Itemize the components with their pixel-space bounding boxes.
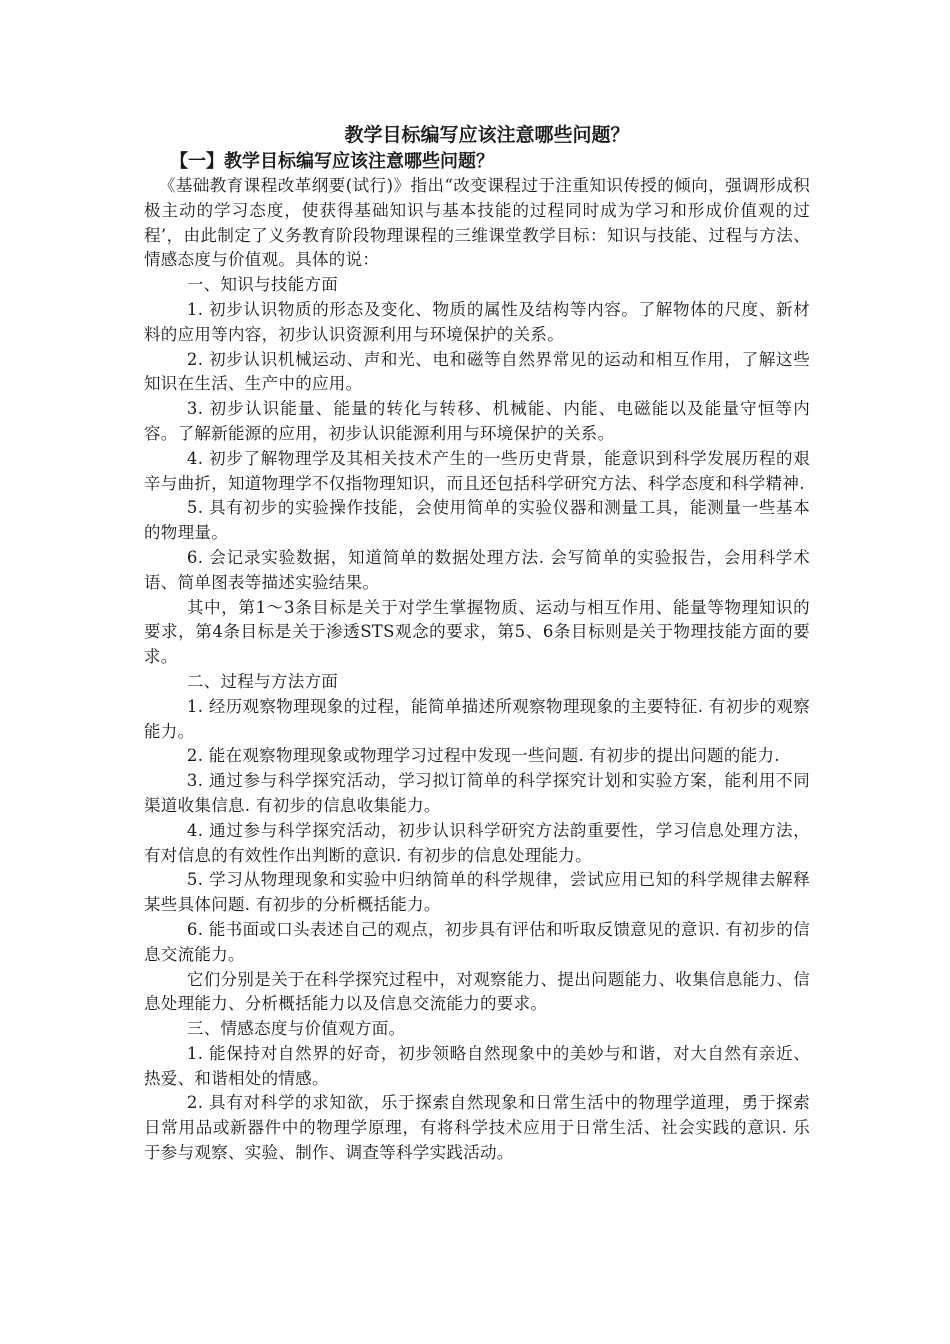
paragraph: 6. 会记录实验数据，知道简单的数据处理方法. 会写简单的实验报告，会用科学术语、简单图表等描述实验结果。	[144, 547, 810, 592]
document-title: 教学目标编写应该注意哪些问题？	[344, 124, 630, 146]
paragraph: 5. 学习从物理现象和实验中归纳简单的科学规律，尝试应用已知的科学规律去解释某些具体问题. 有初步的分析概括能力。	[144, 870, 810, 915]
paragraph: 4. 初步了解物理学及其相关技术产生的一些历史背景，能意识到科学发展历程的艰辛与曲折，知道物理学不仅指物理知识，而且还包括科学研究方法、科学态度和科学精神.	[144, 448, 810, 493]
heading-attitudes-values: 三、情感态度与价值观方面。	[186, 1019, 406, 1039]
paragraph: 5. 具有初步的实验操作技能，会使用简单的实验仪器和测量工具，能测量一些基本的物理量。	[144, 498, 810, 543]
document-body	[144, 120, 810, 1166]
section-heading: 【一】教学目标编写应该注意哪些问题？	[170, 151, 494, 172]
paragraph: 3. 初步认识能量、能量的转化与转移、机械能、内能、电磁能以及能量守恒等内容。了解新能源的应用，初步认识能源利用与环境保护的关系。	[144, 399, 810, 443]
paragraph: 它们分别是关于在科学探究过程中，对观察能力、提出问题能力、收集信息能力、信息处理能力、分析概括能力以及信息交流能力的要求。	[144, 969, 810, 1014]
paragraph: 6. 能书面或口头表述自己的观点，初步具有评估和听取反馈意见的意识. 有初步的信息交流能力。	[144, 919, 810, 964]
paragraph: 3. 通过参与科学探究活动，学习拟订简单的科学探究计划和实验方案，能利用不同渠道收集信息. 有初步的信息收集能力。	[144, 771, 810, 815]
paragraph: 2. 具有对科学的求知欲，乐于探索自然现象和日常生活中的物理学道理，勇于探索日常用品或新器件中的物理学原理，有将科学技术应用于日常生活、社会实践的意识. 乐于参与观察、实验、制作、调查等科学实践活动。	[144, 1093, 810, 1163]
paragraph: 4. 通过参与科学探究活动，初步认识科学研究方法韵重要性，学习信息处理方法，有对信息的有效性作出判断的意识. 有初步的信息处理能力。	[144, 820, 810, 865]
heading-knowledge-skills: 一、知识与技能方面	[186, 275, 339, 295]
paragraph: 2. 初步认识机械运动、声和光、电和磁等自然界常见的运动和相互作用，了解这些知识在生活、生产中的应用。	[144, 349, 810, 394]
paragraph: 其中，第1～3条目标是关于对学生掌握物质、运动与相互作用、能量等物理知识的要求，第4条目标是关于渗透STS观念的要求，第5、6条目标则是关于物理技能方面的要求。	[144, 597, 810, 667]
intro-paragraph: 《基础教育课程改革纲要(试行)》指出“改变课程过于注重知识传授的倾向，强调形成积极主动的学习态度，使获得基础知识与基本技能的过程同时成为学习和形成价值观的过程’，由此制定了义务教育阶段物理课程的三维课堂教学目标：知识与技能、过程与方法、情感态度与价值观。具体的说：	[144, 176, 810, 270]
paragraph: 1. 初步认识物质的形态及变化、物质的属性及结构等内容。了解物体的尺度、新材料的应用等内容，初步认识资源利用与环境保护的关系。	[144, 299, 810, 344]
paragraph: 1. 能保持对自然界的好奇，初步领略自然现象中的美妙与和谐，对大自然有亲近、热爱、和谐相处的情感。	[144, 1043, 810, 1088]
paragraph: 1. 经历观察物理现象的过程，能简单描述所观察物理现象的主要特征. 有初步的观察能力。	[144, 696, 810, 741]
paragraph: 2. 能在观察物理现象或物理学习过程中发现一些问题. 有初步的提出问题的能力.	[186, 746, 780, 766]
heading-process-methods: 二、过程与方法方面	[186, 671, 339, 691]
